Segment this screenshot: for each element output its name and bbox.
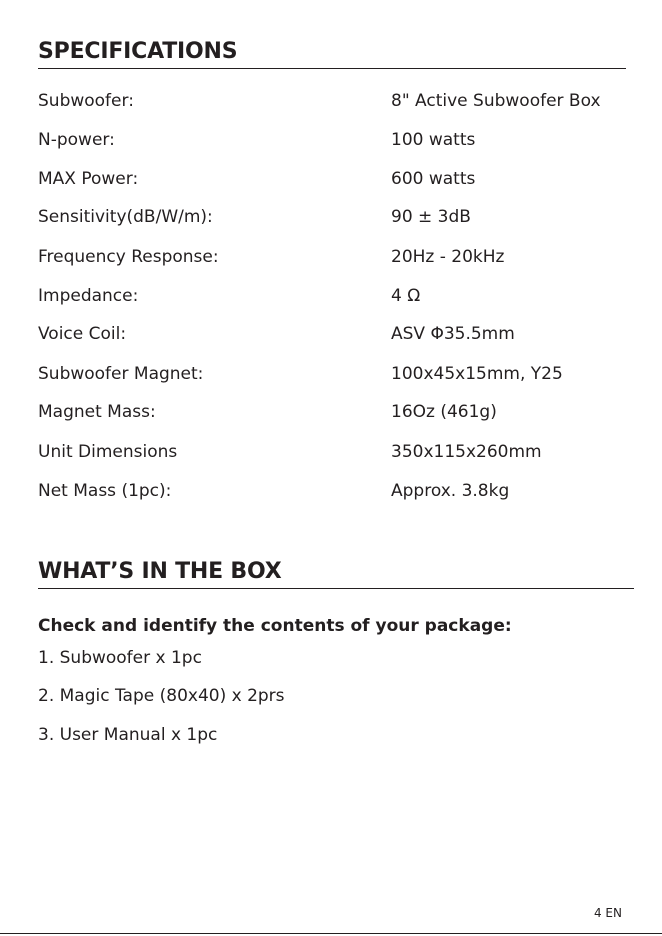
spec-value: Approx. 3.8kg — [391, 481, 510, 501]
spec-row-net-mass — [38, 479, 628, 503]
spec-label: Magnet Mass: — [38, 402, 156, 422]
box-intro-text: Check and identify the contents of your package: — [38, 616, 512, 636]
spec-label: Voice Coil: — [38, 324, 127, 344]
spec-row-voice-coil — [38, 322, 628, 346]
spec-value: 8" Active Subwoofer Box — [391, 91, 601, 111]
spec-label: Frequency Response: — [38, 247, 219, 267]
spec-value: 90 ± 3dB — [391, 207, 471, 227]
spec-label: Subwoofer Magnet: — [38, 364, 204, 384]
spec-value: ASV Φ35.5mm — [391, 324, 515, 344]
specifications-heading: SPECIFICATIONS — [38, 39, 238, 64]
spec-row-frequency-response — [38, 245, 628, 269]
specifications-divider — [38, 68, 626, 69]
page-bottom-border — [0, 933, 662, 934]
list-item: 3. User Manual x 1pc — [38, 725, 218, 745]
spec-label: N-power: — [38, 130, 115, 150]
list-item: 2. Magic Tape (80x40) x 2prs — [38, 686, 285, 706]
spec-row-max-power — [38, 167, 628, 191]
spec-value: 4 Ω — [391, 286, 421, 306]
spec-row-impedance — [38, 284, 628, 308]
box-divider — [38, 588, 634, 589]
spec-row-n-power — [38, 128, 628, 152]
spec-label: Sensitivity(dB/W/m): — [38, 207, 213, 227]
spec-value: 100 watts — [391, 130, 476, 150]
spec-row-subwoofer — [38, 89, 628, 113]
spec-value: 350x115x260mm — [391, 442, 542, 462]
whats-in-the-box-heading: WHAT’S IN THE BOX — [38, 559, 282, 584]
spec-label: Subwoofer: — [38, 91, 134, 111]
spec-label: MAX Power: — [38, 169, 139, 189]
spec-label: Net Mass (1pc): — [38, 481, 172, 501]
spec-value: 16Oz (461g) — [391, 402, 497, 422]
spec-value: 600 watts — [391, 169, 476, 189]
page-number: 4 EN — [593, 906, 622, 920]
spec-row-sensitivity — [38, 205, 628, 229]
spec-row-magnet-mass — [38, 400, 628, 424]
spec-row-subwoofer-magnet — [38, 362, 628, 386]
spec-row-unit-dimensions — [38, 440, 628, 464]
spec-value: 20Hz - 20kHz — [391, 247, 505, 267]
spec-label: Unit Dimensions — [38, 442, 178, 462]
spec-value: 100x45x15mm, Y25 — [391, 364, 563, 384]
spec-label: Impedance: — [38, 286, 139, 306]
list-item: 1. Subwoofer x 1pc — [38, 648, 202, 668]
